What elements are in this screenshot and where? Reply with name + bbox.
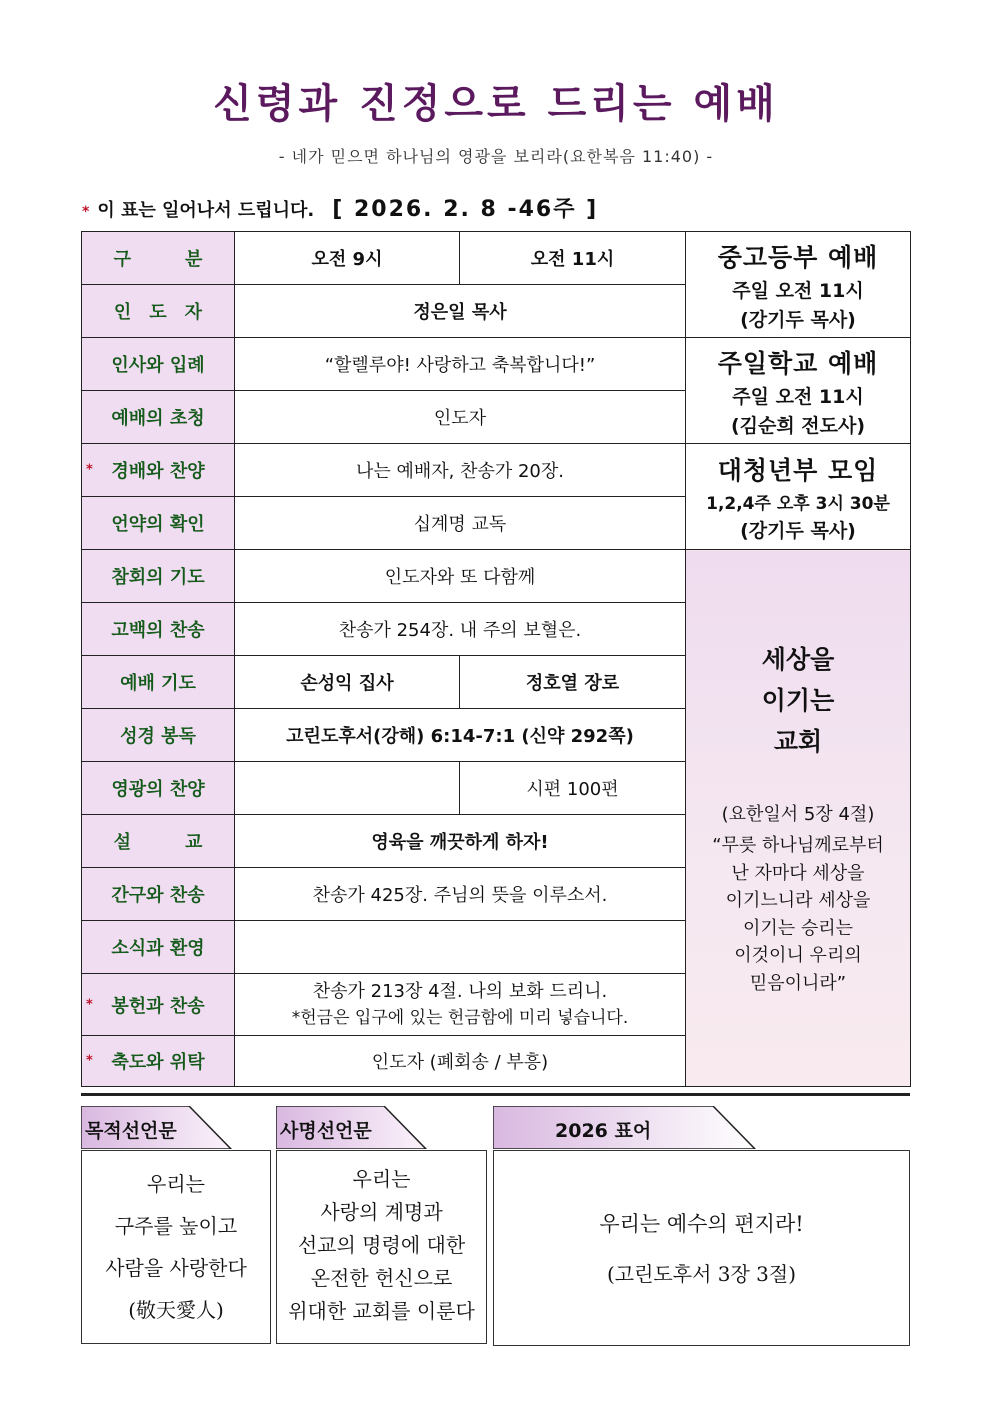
row-label: * 경배와 찬양 [82, 444, 235, 497]
youth-leader: (강기두 목사) [740, 308, 856, 331]
purpose-line: (敬天愛人) [128, 1298, 224, 1322]
youth-time: 주일 오전 11시 [732, 279, 864, 302]
sunday-school-title: 주일학교 예배 [717, 348, 879, 378]
sunday-school-leader: (김순희 전도사) [730, 414, 866, 437]
row-label: 성경 봉독 [82, 709, 235, 762]
row-label: * 봉헌과 찬송 [82, 974, 235, 1036]
note-text: 이 표는 일어나서 드립니다. [97, 200, 315, 221]
table-row [82, 444, 911, 497]
purpose-label: 목적선언문 [85, 1120, 177, 1142]
verse-line: 믿음이니라” [749, 972, 847, 994]
young-adult-info [686, 444, 911, 550]
sunday-school-info [686, 338, 911, 444]
motto-label: 2026 표어 [555, 1120, 652, 1142]
sermon-title: 영육을 깨끗하게 하자! [235, 815, 686, 868]
purpose-line: 사람을 사랑한다 [105, 1256, 247, 1280]
prayer-11am: 정호열 장로 [460, 656, 686, 709]
worship-order-table [81, 231, 911, 1087]
row-value: 인도자 (폐회송 / 부흥) [235, 1036, 686, 1087]
verse-line: “무릇 하나님께로부터 [712, 835, 884, 856]
row-label: 영광의 찬양 [82, 762, 235, 815]
row-value [235, 921, 686, 974]
row-label: 참회의 기도 [82, 550, 235, 603]
purpose-box [81, 1150, 271, 1344]
row-label: 소식과 환영 [82, 921, 235, 974]
row-label: 언약의 확인 [82, 497, 235, 550]
table-row [82, 338, 911, 391]
row-label: 인 도 자 [82, 285, 235, 338]
youth-title: 중고등부 예배 [717, 242, 879, 272]
mission-label: 사명선언문 [280, 1120, 372, 1142]
purpose-tab [81, 1106, 234, 1149]
praise-11am: 시편 100편 [460, 762, 686, 815]
purpose-line: 우리는 [147, 1172, 205, 1196]
verse-text [686, 832, 910, 997]
row-value: 인도자 [235, 391, 686, 444]
row-value: 찬송가 425장. 주님의 뜻을 이루소서. [235, 868, 686, 921]
verse-title-1: 세상을 [761, 645, 835, 674]
motto-tab [493, 1106, 758, 1149]
verse-line: 이것이니 우리의 [734, 945, 862, 966]
row-value: “할렐루야! 사랑하고 축복합니다!” [235, 338, 686, 391]
offering-value [235, 974, 686, 1036]
motto-line: 우리는 예수의 편지라! [599, 1212, 804, 1236]
star-marker: * [86, 997, 93, 1012]
time-9am: 오전 9시 [235, 232, 460, 285]
motto-reference: (고린도후서 3장 3절) [606, 1262, 796, 1286]
mission-box [276, 1150, 487, 1344]
standing-note [82, 192, 598, 223]
offering-note: *헌금은 입구에 있는 헌금함에 미리 넣습니다. [291, 1007, 629, 1028]
row-label: 예배 기도 [82, 656, 235, 709]
mission-line: 위대한 교회를 이룬다 [288, 1299, 475, 1323]
row-value: 인도자와 또 다함께 [235, 550, 686, 603]
table-row [82, 550, 911, 603]
row-label: * 축도와 위탁 [82, 1036, 235, 1087]
table-bottom-rule [81, 1093, 910, 1096]
scripture-reading: 고린도후서(강해) 6:14-7:1 (신약 292쪽) [235, 709, 686, 762]
sunday-school-time: 주일 오전 11시 [732, 385, 864, 408]
star-marker: * [82, 204, 90, 220]
verse-line: 난 자마다 세상을 [731, 862, 865, 884]
offering-hymn: 찬송가 213장 4절. 나의 보화 드리니. [312, 980, 608, 1002]
time-11am: 오전 11시 [460, 232, 686, 285]
row-value: 찬송가 254장. 내 주의 보혈은. [235, 603, 686, 656]
verse-title-3: 교회 [773, 727, 823, 756]
star-marker: * [86, 1053, 93, 1069]
mission-line: 선교의 명령에 대한 [297, 1233, 466, 1257]
verse-line: 이기는 승리는 [742, 917, 854, 939]
verse-panel [686, 550, 911, 1087]
table-row [82, 232, 911, 285]
verse-reference: (요한일서 5장 4절) [721, 804, 875, 825]
mission-line: 우리는 [352, 1167, 411, 1191]
row-value: 나는 예배자, 찬송가 20장. [235, 444, 686, 497]
row-label: 설 교 [82, 815, 235, 868]
praise-9am [235, 762, 460, 815]
row-value: 십계명 교독 [235, 497, 686, 550]
page-title: 신령과 진정으로 드리는 예배 [213, 81, 779, 127]
row-label: 예배의 초청 [82, 391, 235, 444]
purpose-line: 구주를 높이고 [114, 1214, 238, 1238]
motto-box [493, 1150, 910, 1346]
youth-service-info [686, 232, 911, 338]
verse-title-2: 이기는 [761, 686, 835, 715]
star-marker: * [86, 462, 93, 478]
row-label: 간구와 찬송 [82, 868, 235, 921]
verse-line: 이기느니라 세상을 [725, 890, 871, 911]
young-adult-leader: (강기두 목사) [740, 519, 856, 542]
mission-line: 온전한 헌신으로 [310, 1266, 453, 1290]
mission-line: 사랑의 계명과 [320, 1200, 443, 1224]
row-label: 인사와 입례 [82, 338, 235, 391]
mission-tab [276, 1106, 429, 1149]
page-subtitle: - 네가 믿으면 하나님의 영광을 보리라(요한복음 11:40) - [278, 147, 714, 166]
young-adult-title: 대청년부 모임 [717, 455, 879, 485]
young-adult-time: 1,2,4주 오후 3시 30분 [706, 493, 890, 514]
row-label: 구 분 [82, 232, 235, 285]
row-label: 고백의 찬송 [82, 603, 235, 656]
prayer-9am: 손성익 집사 [235, 656, 460, 709]
row-value: 정은일 목사 [235, 285, 686, 338]
service-date: [ 2026. 2. 8 -46주 ] [332, 197, 599, 222]
